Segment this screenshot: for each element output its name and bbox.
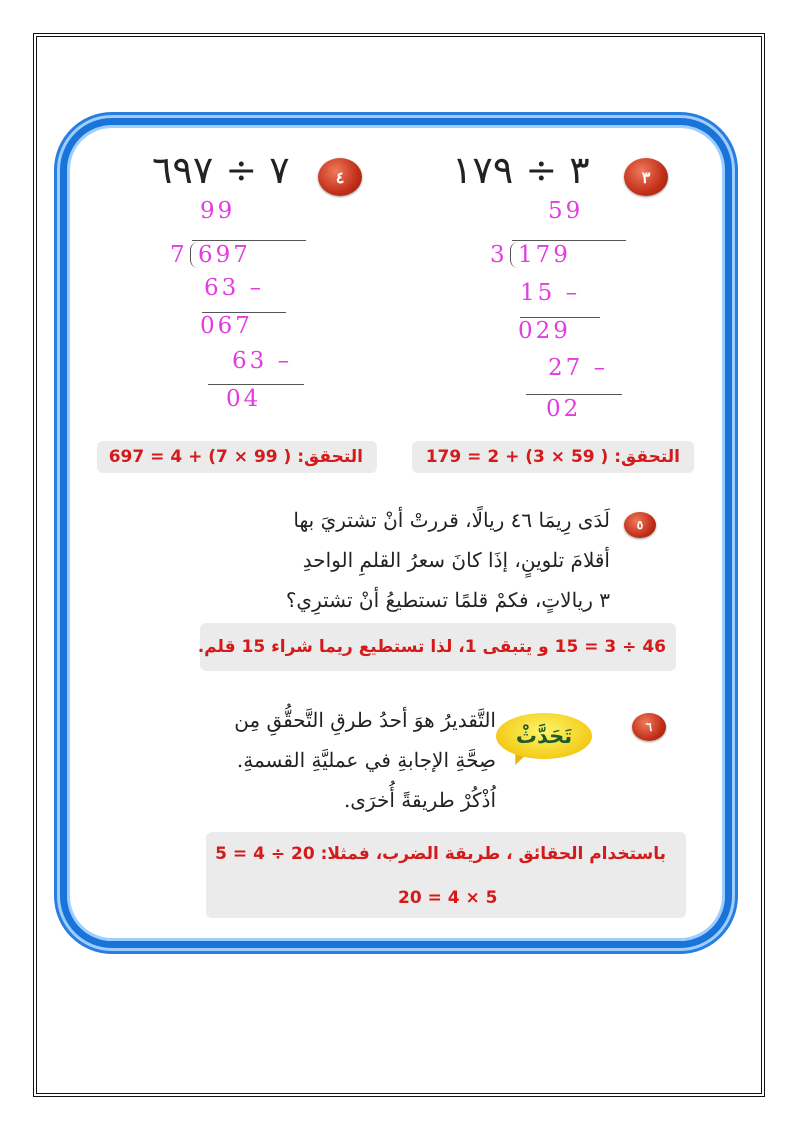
problem-6-answer-line1: باستخدام الحقائق ، طريقة الضرب، فمثلا: 20 ÷ 4 = 5 xyxy=(215,844,666,864)
problem-5-answer-box xyxy=(197,623,676,671)
problem-4-quotient: 99 xyxy=(200,198,236,224)
problem-3-quotient: 59 xyxy=(548,198,584,224)
problem-5-text xyxy=(190,500,610,620)
problem-3-line2 xyxy=(526,394,622,395)
problem-6-line1: التَّقديرُ هوَ أحدُ طرقِ التَّحقُّقِ مِن xyxy=(234,708,496,732)
problem-3-remainder1: 029 xyxy=(518,318,571,344)
problem-5-line2: أقلامَ تلوينٍ، إذَا كانَ سعرُ القلمِ الواحدِ xyxy=(302,548,610,572)
problem-3-step2: 27 – xyxy=(548,355,609,381)
problem-4-step2: 63 – xyxy=(232,348,293,374)
problem-6-answer-box xyxy=(206,832,686,918)
problem-4-remainder1: 067 xyxy=(200,313,253,339)
problem-4-step1: 63 – xyxy=(204,275,265,301)
problem-5-line1: لَدَى رِيمَا ٤٦ ريالًا، قررتْ أنْ تشتريَ بها xyxy=(293,508,610,532)
problem-4-header: ٧ ÷ ٦٩٧ xyxy=(152,148,290,192)
problem-3-division-bar xyxy=(512,240,626,241)
problem-6-answer-line2: 20 = 4 × 5 xyxy=(398,888,498,908)
problem-5-answer: 46 ÷ 3 = 15 و يتبقى 1، لذا تستطيع ريما شراء 15 قلم. xyxy=(197,637,666,657)
problem-6-badge: ٦ xyxy=(632,713,666,741)
problem-5-badge: ٥ xyxy=(624,512,656,538)
problem-4-remainder2: 04 xyxy=(226,386,262,412)
problem-4-division-bar xyxy=(192,240,306,241)
problem-4-dividend: 697 xyxy=(198,242,251,268)
problem-3-badge: ٣ xyxy=(624,158,668,196)
speak-bubble: تَحَدَّثْ xyxy=(496,713,592,759)
problem-3-check: التحقق: ( 59 × 3) + 2 = 179 xyxy=(425,447,680,467)
problem-3-dividend: 179 xyxy=(518,242,571,268)
problem-3-step1: 15 – xyxy=(520,280,581,306)
problem-6-line2: صِحَّةِ الإجابةِ في عمليَّةِ القسمةِ. xyxy=(236,748,496,772)
problem-6-text xyxy=(176,700,496,820)
problem-3-remainder2: 02 xyxy=(546,396,582,422)
problem-5-line3: ٣ ريالاتٍ، فكمْ قلمًا تستطيعُ أنْ تشترِي؟ xyxy=(285,588,610,612)
problem-4-badge: ٤ xyxy=(318,158,362,196)
problem-4-check-box xyxy=(97,441,377,473)
problem-4-check: التحقق: ( 99 × 7) + 4 = 697 xyxy=(108,447,363,467)
problem-4-divisor: 7 xyxy=(170,242,188,268)
problem-6-line3: اُذْكُرْ طريقةً أُخرَى. xyxy=(343,788,496,812)
problem-3-check-box xyxy=(412,441,694,473)
problem-3-header: ٣ ÷ ١٧٩ xyxy=(452,148,590,192)
problem-4-line2 xyxy=(208,384,304,385)
problem-3-divisor: 3 xyxy=(490,242,508,268)
